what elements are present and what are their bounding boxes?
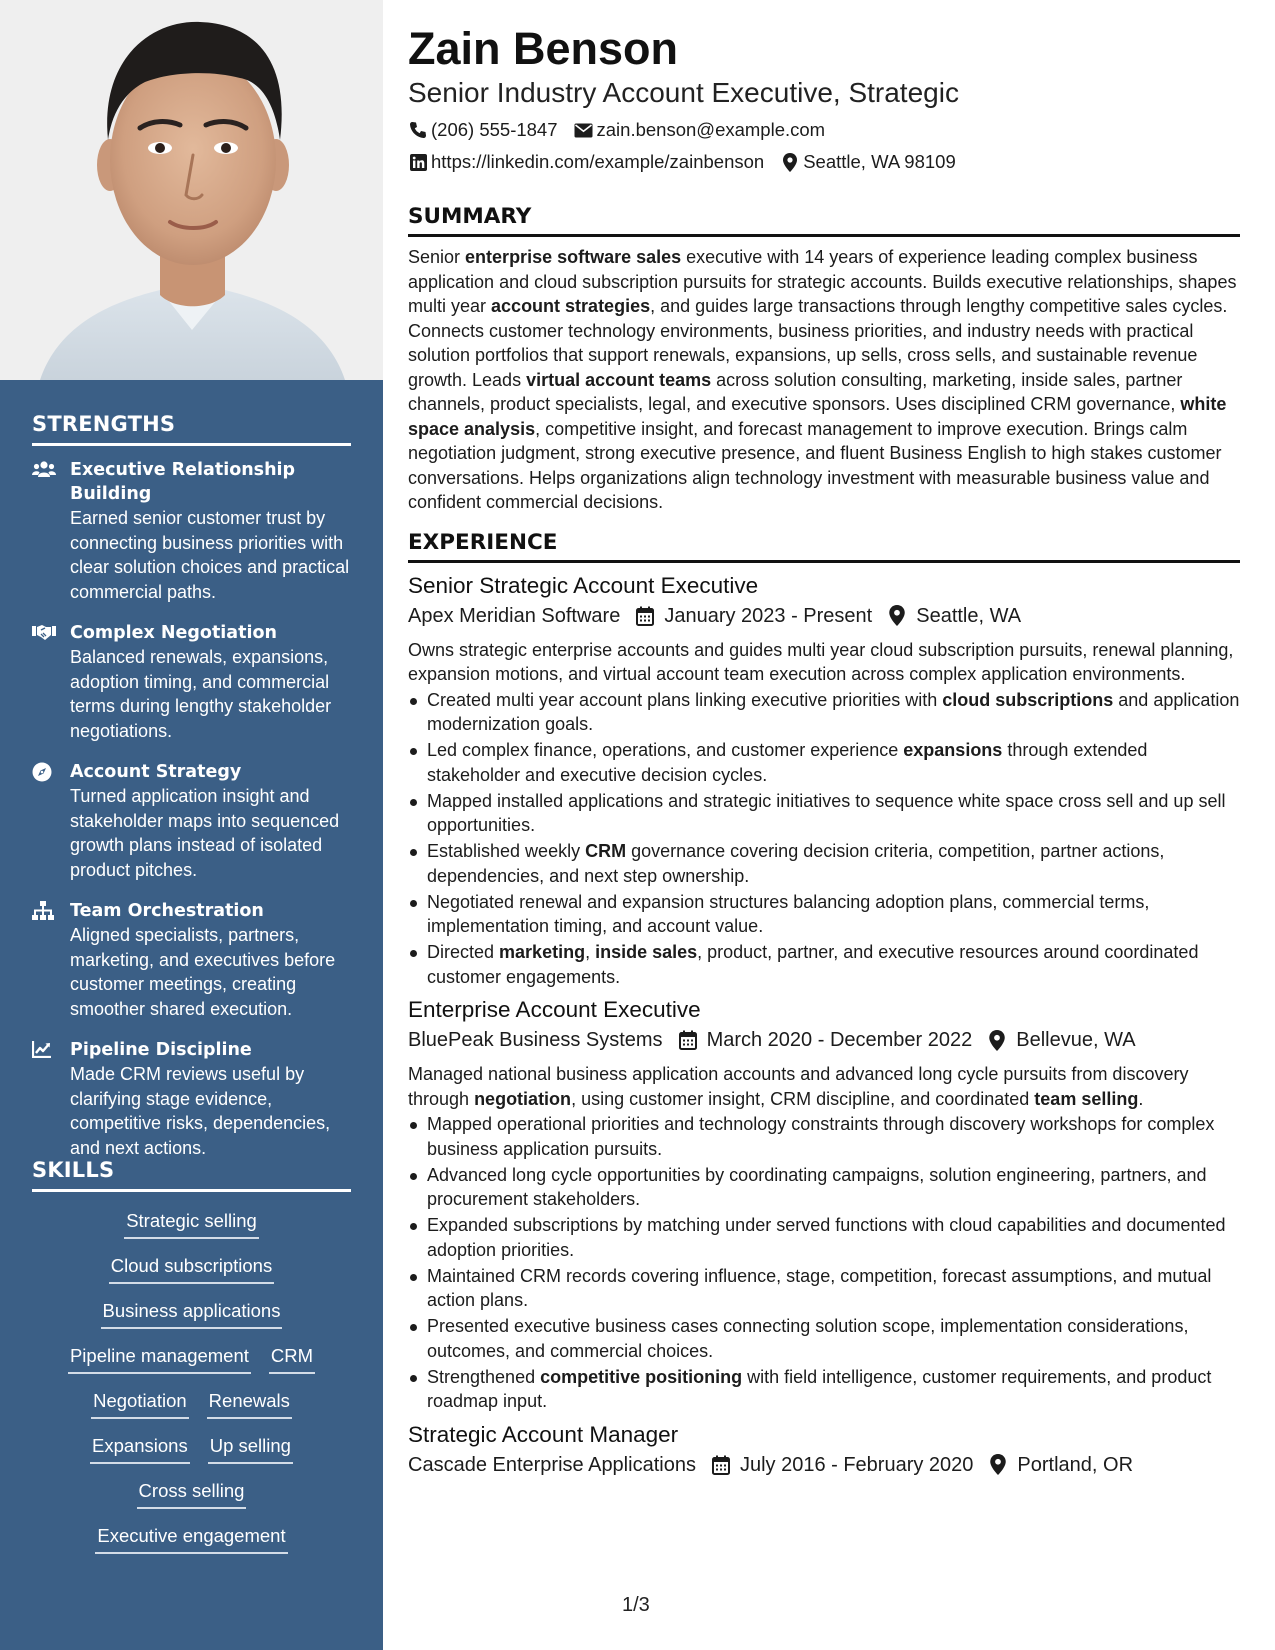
skill-tag: Executive engagement [95,1523,287,1554]
skill-tag: Expansions [90,1433,190,1464]
skill-tag: Cloud subscriptions [109,1253,274,1284]
candidate-name: Zain Benson [408,23,679,74]
job-title: Strategic Account Manager [408,1421,679,1447]
calendar-icon [677,1029,699,1051]
map-marker-icon [987,1454,1009,1476]
job-bullet: Negotiated renewal and expansion structures balancing adoption plans, commercial terms, implementation timing, and account value. [408,890,1240,939]
map-marker-icon [886,605,908,627]
skill-tag: Renewals [207,1388,292,1419]
job-bullet: Created multi year account plans linking executive priorities with cloud subscriptions and application modernization goals. [408,688,1240,737]
strength-title: Account Strategy [70,762,242,782]
email-contact[interactable] [574,114,826,146]
candidate-title: Senior Industry Account Executive, Strategic [408,77,959,108]
job-bullet: Directed marketing, inside sales, product, partner, and executive resources around coordinated customer engagements. [408,940,1240,989]
experience-heading: EXPERIENCE [408,530,1240,563]
strength-item [32,760,351,882]
skill-tag: Strategic selling [124,1208,259,1239]
summary-text: Senior enterprise software sales executive with 14 years of experience leading complex business application and cloud subscription pursuits for strategic accounts. Builds executive relationships, shapes multi year account strategies, and guides large transactions through lengthy competitive sales cycles. Connects customer technology environments, business priorities, and industry needs with practical solution portfolios that support renewals, expansions, up sells, cross sells, and sustainable revenue growth. Leads virtual account teams across solution consulting, marketing, inside sales, partner channels, product specialists, legal, and executive sponsors. Uses disciplined CRM governance, white space analysis, competitive insight, and forecast management to improve execution. Brings calm negotiation judgment, strong executive presence, and fluent Business English to high stakes customer conversations. Helps organizations align technology investment with measurable business value and confident commercial decisions. [408,247,1237,512]
compass-icon [32,760,70,882]
job-entry [408,995,1240,1414]
strength-title: Complex Negotiation [70,623,277,643]
company-name: Cascade Enterprise Applications [408,1453,696,1476]
job-bullets [408,688,1240,990]
strength-desc: Balanced renewals, expansions, adoption timing, and commercial terms during lengthy stakeholder negotiations. [70,647,332,741]
skill-tag: Business applications [101,1298,283,1329]
job-location: Bellevue, WA [1016,1029,1136,1051]
linkedin-link[interactable]: https://linkedin.com/example/zainbenson [431,151,765,172]
strength-desc: Aligned specialists, partners, marketing, and executives before customer meetings, creating smoother shared execution. [70,925,336,1019]
sitemap-icon [32,899,70,1021]
job-title: Enterprise Account Executive [408,997,701,1022]
contact-row [408,114,1240,146]
job-bullet: Mapped operational priorities and technology constraints through discovery workshops for complex business application pursuits. [408,1112,1240,1161]
job-dates: January 2023 - Present [664,604,873,627]
strength-item [32,458,351,604]
resume-header [408,22,1240,178]
skill-tag: Pipeline management [68,1343,251,1374]
job-dates: March 2020 - December 2022 [706,1029,973,1051]
job-bullet: Advanced long cycle opportunities by coordinating campaigns, solution engineering, partners, and procurement stakeholders. [408,1163,1240,1212]
job-location: Seattle, WA [916,604,1022,627]
job-bullet: Maintained CRM records covering influence, stage, competition, forecast assumptions, and mutual action plans. [408,1264,1240,1313]
job-bullet: Led complex finance, operations, and customer experience expansions through extended stakeholder and executive decision cycles. [408,738,1240,787]
map-marker-icon [780,152,800,172]
skill-tag: Up selling [208,1433,293,1464]
job-meta [408,1025,1240,1055]
job-meta [408,1450,1240,1480]
strength-desc: Turned application insight and stakeholder maps into sequenced growth plans instead of isolated product pitches. [70,786,340,880]
job-bullet: Presented executive business cases connecting solution scope, implementation considerations, outcomes, and commercial choices. [408,1314,1240,1363]
job-bullet: Expanded subscriptions by matching under served functions with cloud capabilities and documented adoption priorities. [408,1213,1240,1262]
envelope-icon [574,120,594,140]
job-description: Owns strategic enterprise accounts and guides multi year cloud subscription pursuits, renewal planning, expansion motions, and virtual account team execution across complex application environments. [408,639,1234,684]
map-marker-icon [986,1029,1008,1051]
phone-text: (206) 555-1847 [431,119,558,140]
contact-row [408,146,1240,178]
email-link[interactable]: zain.benson@example.com [596,119,826,140]
linkedin-contact[interactable] [408,146,764,178]
calendar-icon [710,1454,732,1476]
strength-title: Pipeline Discipline [70,1040,252,1060]
chart-line-icon [32,1038,70,1160]
skill-tag: Cross selling [137,1478,247,1509]
skill-tag: Negotiation [91,1388,189,1419]
strengths-section [32,412,351,1177]
summary-heading: SUMMARY [408,204,1240,237]
company-name: BluePeak Business Systems [408,1029,663,1051]
job-bullet: Established weekly CRM governance covering decision criteria, competition, partner actions, dependencies, and next step ownership. [408,839,1240,888]
job-meta [408,601,1240,631]
job-entry [408,1420,1240,1480]
strength-item [32,1038,351,1160]
strengths-heading: STRENGTHS [32,412,351,446]
phone-icon [408,120,428,140]
calendar-icon [634,605,656,627]
job-bullet: Mapped installed applications and strategic initiatives to sequence white space cross sell and up sell opportunities. [408,789,1240,838]
strength-item [32,621,351,743]
strength-title: Executive Relationship Building [70,460,296,504]
strength-item [32,899,351,1021]
job-bullet: Strengthened competitive positioning with field intelligence, customer requirements, and product roadmap input. [408,1365,1240,1414]
summary-section [408,204,1240,515]
location-text: Seattle, WA 98109 [803,151,956,172]
main-content [408,22,1240,1487]
job-bullets [408,1112,1240,1414]
linkedin-icon [408,152,428,172]
skills-heading: SKILLS [32,1158,351,1192]
skill-tag: CRM [269,1343,315,1374]
strength-desc: Earned senior customer trust by connecting business priorities with clear solution choices and practical commercial paths. [70,508,350,602]
skills-list [32,1204,351,1568]
phone-contact [408,114,558,146]
page-number: 1/3 [622,1594,650,1616]
experience-section [408,530,1240,1480]
sidebar [0,0,383,1650]
profile-photo [0,0,383,380]
strength-title: Team Orchestration [70,901,264,921]
company-name: Apex Meridian Software [408,604,621,627]
job-description: Managed national business application accounts and advanced long cycle pursuits from discovery through negotiation, using customer insight, CRM discipline, and coordinated team selling. [408,1064,1189,1109]
strength-desc: Made CRM reviews useful by clarifying stage evidence, competitive risks, dependencies, and next actions. [70,1064,331,1158]
users-icon [32,458,70,604]
job-location: Portland, OR [1017,1453,1134,1476]
skills-section [32,1158,351,1568]
job-entry [408,571,1240,990]
job-dates: July 2016 - February 2020 [739,1453,974,1476]
handshake-icon [32,621,70,743]
job-title: Senior Strategic Account Executive [408,572,759,598]
location-contact [780,146,956,178]
